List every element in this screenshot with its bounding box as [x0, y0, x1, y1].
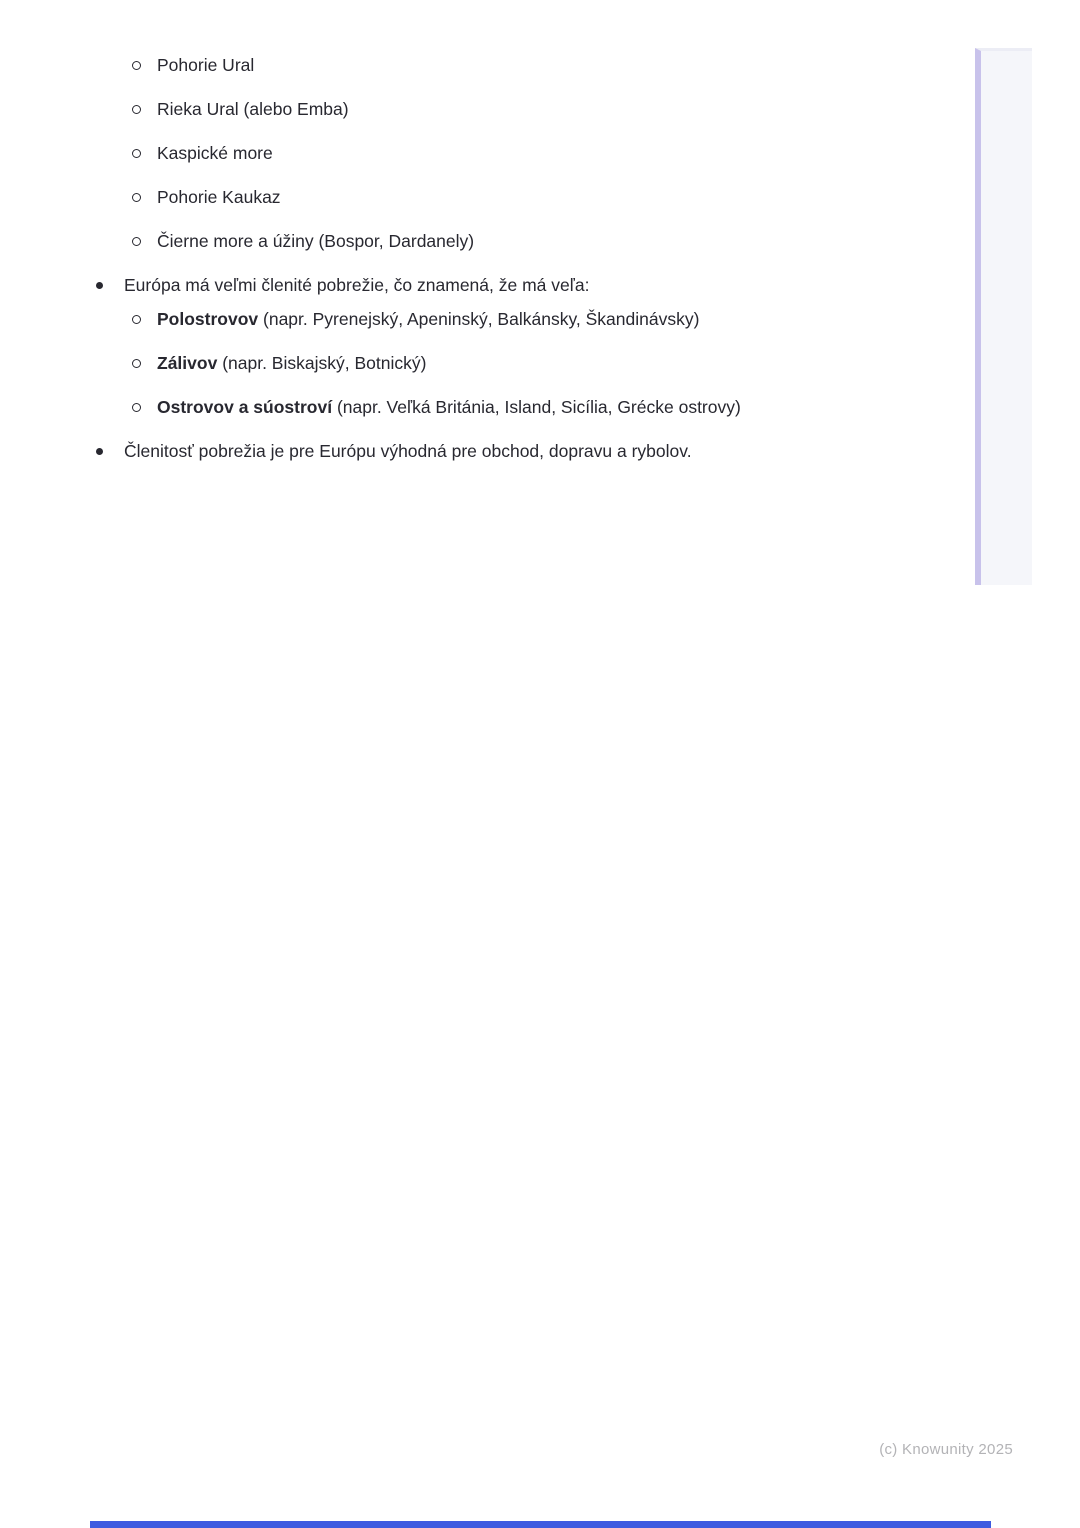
- bullet-circle-icon: [132, 193, 141, 202]
- copyright-text: (c) Knowunity 2025: [879, 1441, 1013, 1458]
- bullet-dot-icon: [96, 282, 103, 289]
- list-item-text: [157, 346, 426, 380]
- list-item-text: Pohorie Ural: [157, 55, 255, 75]
- bullet-circle-icon: [132, 105, 141, 114]
- bullet-circle-icon: [132, 237, 141, 246]
- bullet-circle-icon: [132, 149, 141, 158]
- list-item: [0, 346, 1080, 380]
- bullet-circle-icon: [132, 403, 141, 412]
- term-bold: Ostrovov a súostroví: [157, 397, 333, 417]
- list-item: [0, 48, 1080, 82]
- bullet-circle-icon: [132, 315, 141, 324]
- list-item-text: Pohorie Kaukaz: [157, 187, 281, 207]
- list-item-text: Členitosť pobrežia je pre Európu výhodná pre obchod, dopravu a rybolov.: [124, 441, 692, 461]
- list-item-conclusion: [0, 434, 1080, 468]
- list-item: [0, 302, 1080, 336]
- list-item-text: [157, 302, 699, 336]
- term-bold: Polostrovov: [157, 309, 259, 329]
- list-item-coastline-intro: [0, 268, 1080, 302]
- list-item-text: Rieka Ural (alebo Emba): [157, 99, 349, 119]
- side-scrollbar-thumb[interactable]: [975, 48, 981, 585]
- list-item: [0, 92, 1080, 126]
- bullet-dot-icon: [96, 448, 103, 455]
- term-bold: Zálivov: [157, 353, 218, 373]
- list-item-text: Kaspické more: [157, 143, 273, 163]
- list-item-text: Čierne more a úžiny (Bospor, Dardanely): [157, 231, 475, 251]
- list-item: [0, 180, 1080, 214]
- list-item-text: [157, 390, 741, 424]
- coastline-types-sublist: [0, 302, 1080, 424]
- bottom-accent-bar: [90, 1521, 991, 1528]
- side-scrollbar-track[interactable]: [975, 48, 1032, 585]
- term-detail: (napr. Pyrenejský, Apeninský, Balkánsky, Škandinávsky): [263, 309, 700, 329]
- term-detail: (napr. Veľká Británia, Island, Sicília, Grécke ostrovy): [336, 397, 741, 417]
- landmark-sublist: [0, 48, 1080, 258]
- list-item: [0, 390, 1080, 424]
- list-item-text: Európa má veľmi členité pobrežie, čo znamená, že má veľa:: [124, 275, 590, 295]
- list-item: [0, 224, 1080, 258]
- document-content: [0, 0, 1080, 468]
- bullet-circle-icon: [132, 61, 141, 70]
- term-detail: (napr. Biskajský, Botnický): [222, 353, 427, 373]
- list-item: [0, 136, 1080, 170]
- bullet-circle-icon: [132, 359, 141, 368]
